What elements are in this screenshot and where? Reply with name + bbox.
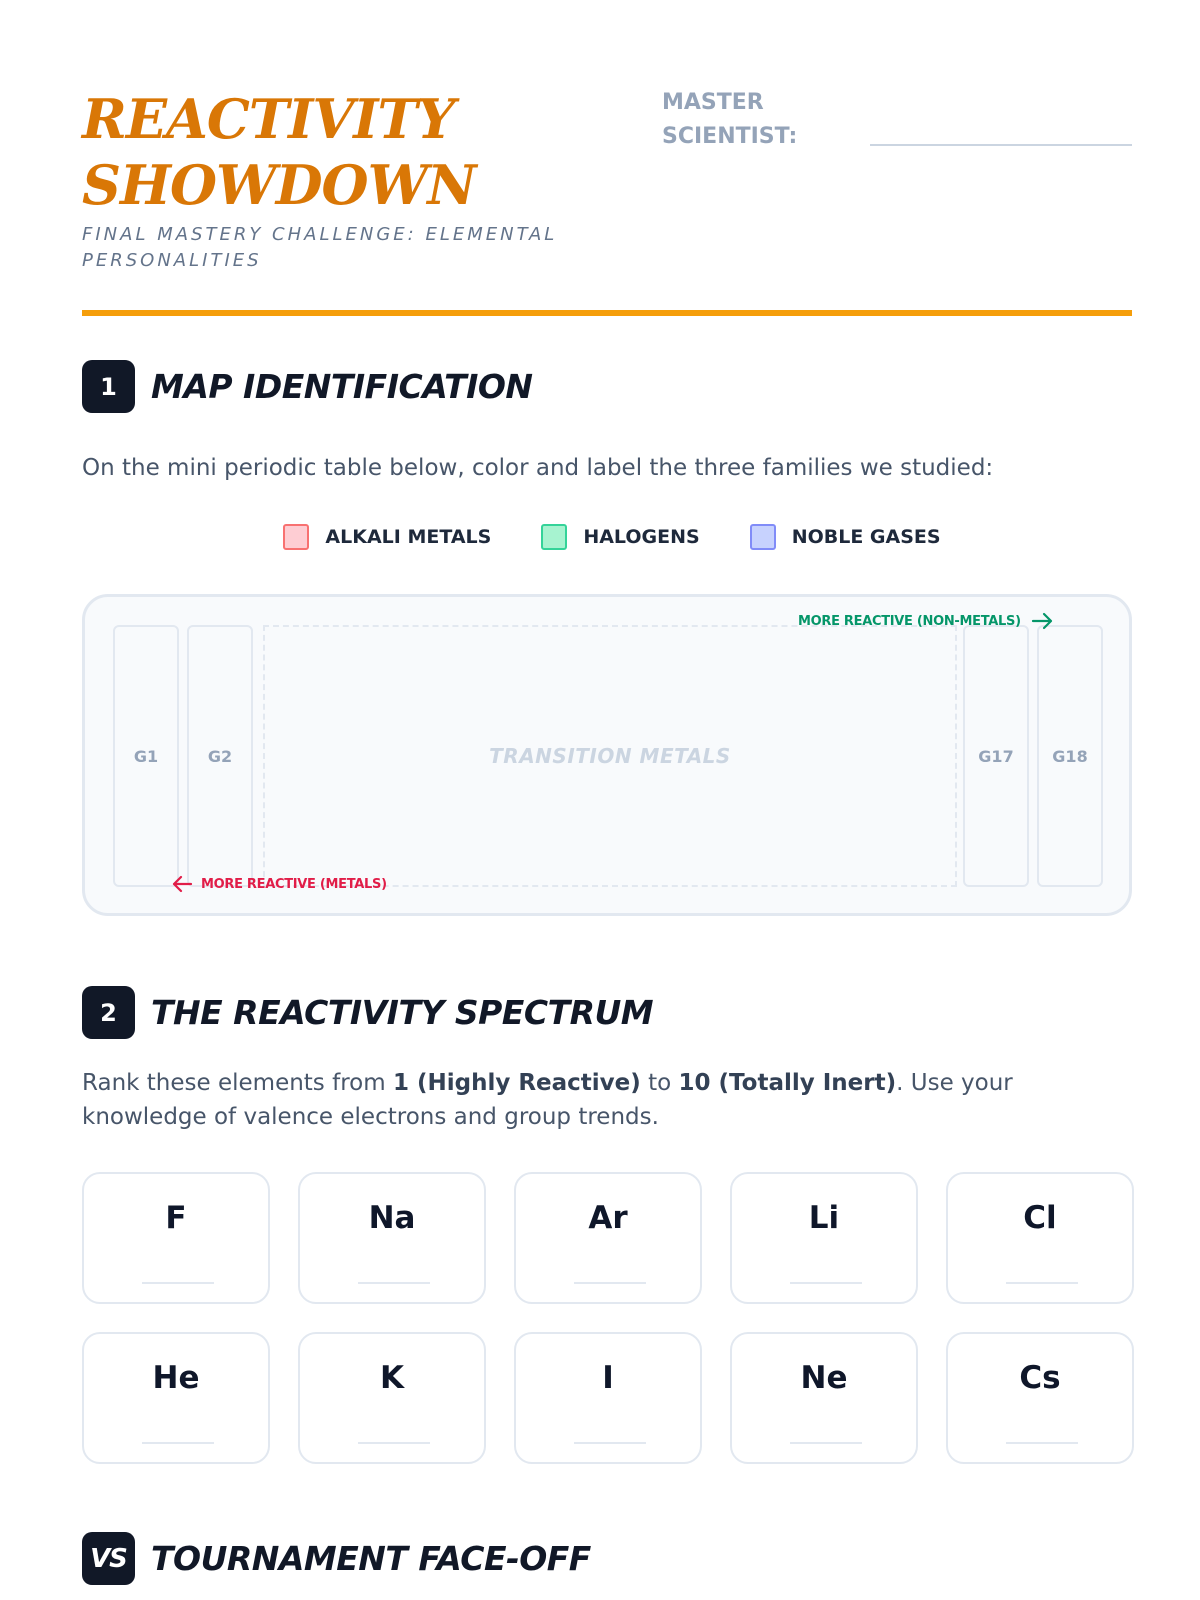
section-1-badge: 1 (82, 360, 135, 413)
legend-label: NOBLE GASES (791, 526, 941, 548)
instruction-text: . Use your knowledge of valence electrons and group trends. (82, 1070, 1013, 1130)
section-2-title: THE REACTIVITY SPECTRUM (151, 993, 654, 1032)
rank-write-line[interactable] (142, 1442, 214, 1444)
page-subtitle: FINAL MASTERY CHALLENGE: ELEMENTAL PERSONALITIES (82, 224, 558, 271)
element-card[interactable] (514, 1332, 702, 1464)
element-symbol: Na (368, 1200, 416, 1236)
nonmetal-reactivity-arrow (798, 612, 1055, 630)
legend-item-halogens (541, 524, 699, 550)
section-1-heading (82, 360, 533, 413)
element-symbol: Cl (1023, 1200, 1057, 1236)
section-2-heading (82, 986, 653, 1039)
element-card[interactable] (82, 1172, 270, 1304)
name-write-line[interactable] (870, 144, 1132, 146)
group-1-column[interactable]: G1 (113, 625, 179, 887)
element-card[interactable] (730, 1332, 918, 1464)
element-card[interactable] (298, 1332, 486, 1464)
element-card[interactable] (946, 1332, 1134, 1464)
arrow-left-icon (171, 875, 193, 893)
element-symbol: F (165, 1200, 187, 1236)
element-symbol: Cs (1019, 1360, 1061, 1396)
element-symbol: Ar (588, 1200, 628, 1236)
legend-label: ALKALI METALS (325, 526, 492, 548)
element-symbol: Ne (800, 1360, 848, 1396)
page-title: REACTIVITY SHOWDOWN (82, 87, 476, 217)
element-symbol: He (152, 1360, 200, 1396)
instruction-bold-2: 10 (Totally Inert) (678, 1070, 897, 1096)
rank-write-line[interactable] (1006, 1442, 1078, 1444)
element-symbol: I (602, 1360, 614, 1396)
metal-reactivity-arrow (171, 875, 387, 893)
header-divider (82, 310, 1132, 316)
element-card[interactable] (946, 1172, 1134, 1304)
section-2-instruction (82, 1066, 1132, 1134)
rank-write-line[interactable] (790, 1442, 862, 1444)
rank-write-line[interactable] (358, 1442, 430, 1444)
rank-write-line[interactable] (142, 1282, 214, 1284)
group-18-column[interactable]: G18 (1037, 625, 1103, 887)
section-2-badge: 2 (82, 986, 135, 1039)
element-symbol: K (379, 1360, 405, 1396)
section-1-instruction: On the mini periodic table below, color and label the three families we studied: (82, 455, 994, 481)
rank-write-line[interactable] (574, 1282, 646, 1284)
arrow-right-icon (1031, 612, 1055, 630)
instruction-bold-1: 1 (Highly Reactive) (392, 1070, 641, 1096)
family-legend (0, 524, 1200, 550)
section-1-title: MAP IDENTIFICATION (151, 367, 533, 406)
section-3-badge: VS (82, 1532, 135, 1585)
mini-periodic-table (82, 594, 1132, 916)
section-3-title: TOURNAMENT FACE-OFF (151, 1539, 591, 1578)
element-card[interactable] (730, 1172, 918, 1304)
element-ranking-grid (82, 1172, 1132, 1464)
rank-write-line[interactable] (1006, 1282, 1078, 1284)
noble-gases-swatch (750, 524, 776, 550)
halogens-swatch (541, 524, 567, 550)
element-card[interactable] (298, 1172, 486, 1304)
element-symbol: Li (808, 1200, 840, 1236)
instruction-text: to (640, 1070, 679, 1096)
instruction-text: Rank these elements from (82, 1070, 393, 1096)
rank-write-line[interactable] (574, 1442, 646, 1444)
group-17-column[interactable]: G17 (963, 625, 1029, 887)
section-3-heading (82, 1532, 591, 1585)
legend-item-alkali (283, 524, 491, 550)
legend-label: HALOGENS (583, 526, 700, 548)
metal-arrow-label: MORE REACTIVE (METALS) (201, 876, 387, 892)
legend-item-noble-gases (750, 524, 941, 550)
rank-write-line[interactable] (358, 1282, 430, 1284)
scientist-label: MASTER SCIENTIST: (662, 90, 798, 149)
nonmetal-arrow-label: MORE REACTIVE (NON-METALS) (798, 613, 1021, 629)
rank-write-line[interactable] (790, 1282, 862, 1284)
element-card[interactable] (514, 1172, 702, 1304)
worksheet-header (82, 86, 1132, 306)
transition-metals-block: TRANSITION METALS (263, 625, 957, 887)
name-field (662, 86, 1132, 154)
group-2-column[interactable]: G2 (187, 625, 253, 887)
element-card[interactable] (82, 1332, 270, 1464)
alkali-swatch (283, 524, 309, 550)
